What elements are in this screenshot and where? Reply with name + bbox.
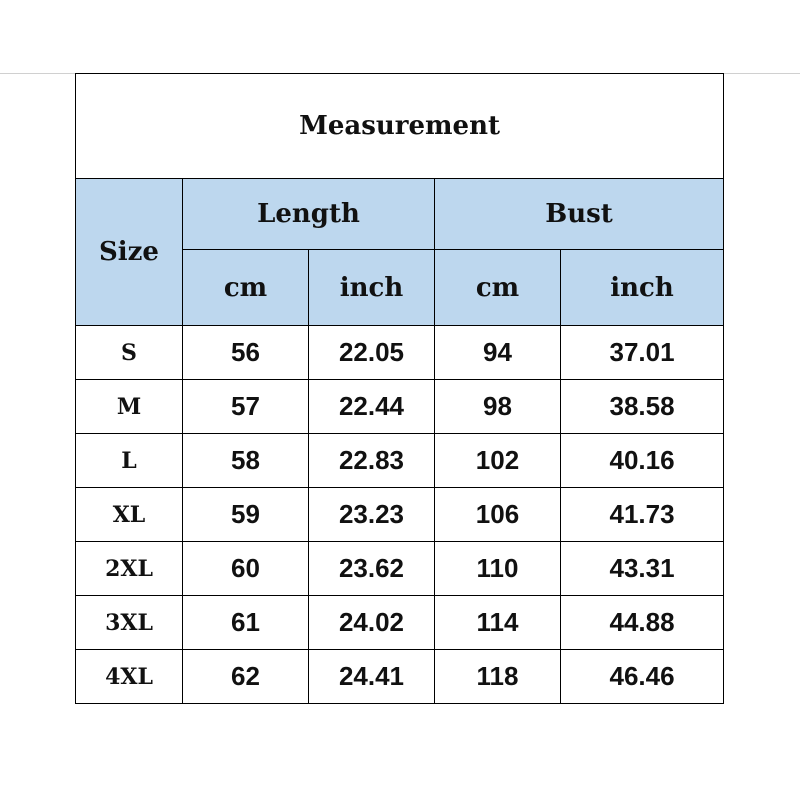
length-inch-cell: 22.05 bbox=[309, 326, 435, 380]
bust-cm-cell: 110 bbox=[435, 542, 561, 596]
bust-cm-cell: 106 bbox=[435, 488, 561, 542]
size-column-header: Size bbox=[76, 179, 183, 326]
table-row bbox=[76, 488, 724, 542]
size-cell: 2XL bbox=[76, 542, 183, 596]
length-inch-cell: 24.41 bbox=[309, 650, 435, 704]
length-cm-cell: 59 bbox=[183, 488, 309, 542]
size-cell: M bbox=[76, 380, 183, 434]
length-inch-cell: 22.83 bbox=[309, 434, 435, 488]
bust-cm-cell: 98 bbox=[435, 380, 561, 434]
measurement-table bbox=[75, 73, 724, 704]
size-cell: S bbox=[76, 326, 183, 380]
length-cm-cell: 62 bbox=[183, 650, 309, 704]
length-cm-cell: 57 bbox=[183, 380, 309, 434]
size-cell: 3XL bbox=[76, 596, 183, 650]
size-cell: XL bbox=[76, 488, 183, 542]
table-title: Measurement bbox=[76, 74, 724, 179]
table-row bbox=[76, 542, 724, 596]
table-row bbox=[76, 326, 724, 380]
length-group-header: Length bbox=[183, 179, 435, 250]
bust-group-header: Bust bbox=[435, 179, 724, 250]
bust-cm-header: cm bbox=[435, 250, 561, 326]
bust-inch-cell: 38.58 bbox=[561, 380, 724, 434]
table-row bbox=[76, 380, 724, 434]
bust-inch-cell: 37.01 bbox=[561, 326, 724, 380]
length-cm-cell: 61 bbox=[183, 596, 309, 650]
size-cell: L bbox=[76, 434, 183, 488]
bust-cm-cell: 114 bbox=[435, 596, 561, 650]
bust-cm-cell: 102 bbox=[435, 434, 561, 488]
length-inch-cell: 22.44 bbox=[309, 380, 435, 434]
length-inch-cell: 23.23 bbox=[309, 488, 435, 542]
bust-cm-cell: 94 bbox=[435, 326, 561, 380]
length-cm-header: cm bbox=[183, 250, 309, 326]
length-cm-cell: 58 bbox=[183, 434, 309, 488]
bust-inch-header: inch bbox=[561, 250, 724, 326]
bust-inch-cell: 43.31 bbox=[561, 542, 724, 596]
bust-inch-cell: 40.16 bbox=[561, 434, 724, 488]
length-inch-cell: 24.02 bbox=[309, 596, 435, 650]
bust-inch-cell: 41.73 bbox=[561, 488, 724, 542]
length-inch-cell: 23.62 bbox=[309, 542, 435, 596]
bust-inch-cell: 44.88 bbox=[561, 596, 724, 650]
table-row bbox=[76, 650, 724, 704]
bust-cm-cell: 118 bbox=[435, 650, 561, 704]
table-row bbox=[76, 596, 724, 650]
length-cm-cell: 56 bbox=[183, 326, 309, 380]
length-cm-cell: 60 bbox=[183, 542, 309, 596]
size-cell: 4XL bbox=[76, 650, 183, 704]
table-row bbox=[76, 434, 724, 488]
bust-inch-cell: 46.46 bbox=[561, 650, 724, 704]
length-inch-header: inch bbox=[309, 250, 435, 326]
